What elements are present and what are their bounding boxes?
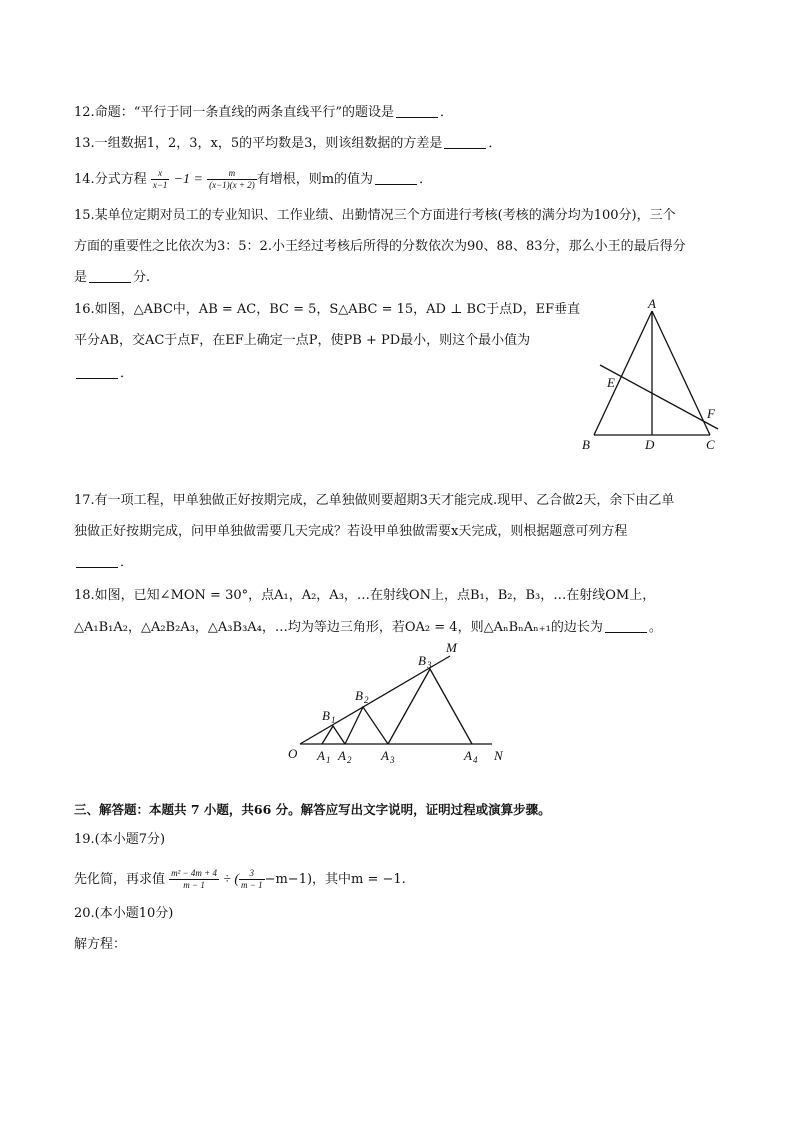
fraction — [207, 168, 257, 191]
answer-blank[interactable] — [396, 103, 438, 118]
question-text: 一组数据1，2，3，x，5的平均数是3，则该组数据的方差是 — [94, 136, 443, 151]
fraction — [151, 168, 170, 191]
question-number: 13. — [74, 136, 95, 151]
question-16-line-2: 平分AB，交AC于点F，在EF上确定一点P，使PB + PD最小，则这个最小值为 — [74, 333, 531, 348]
label-A2: A — [338, 748, 346, 763]
question-text: −m−1)，其中m = −1. — [264, 872, 406, 887]
subscript: 3 — [390, 755, 395, 765]
question-20-text: 解方程： — [74, 937, 127, 952]
fraction-denominator: m − 1 — [241, 880, 263, 890]
question-20-heading: 20.(本小题10分) — [74, 906, 174, 921]
fraction — [239, 868, 265, 891]
question-18-line-1: 18.如图，已知∠MON = 30°，点A₁，A₂，A₃，…在射线ON上，点B₁，B₂，B₃，…在射线OM上， — [74, 588, 656, 603]
label-C: C — [706, 437, 715, 452]
fraction-numerator: m² − 4m + 4 — [171, 868, 217, 878]
label-A4: A — [464, 748, 472, 763]
question-text: 分. — [133, 270, 151, 285]
subscript: 1 — [326, 755, 331, 765]
equation-operator: −1 = — [173, 172, 203, 187]
fraction-numerator: x — [151, 168, 170, 180]
question-text: △A₁B₁A₂，△A₂B₂A₃，△A₃B₃A₄，…均为等边三角形，若OA₂ = 4，则△AₙBₙAₙ₊₁的边长为 — [74, 620, 603, 635]
question-15-line-2: 方面的重要性之比依次为3：5：2.小王经过考核后所得的分数依次为90、88、83分，那么小王的最后得分 — [74, 239, 686, 254]
side-AB — [594, 311, 652, 435]
question-12 — [74, 103, 453, 123]
subscript: 2 — [347, 755, 352, 765]
fraction — [169, 868, 219, 891]
label-M: M — [446, 640, 457, 655]
question-number: 14. — [74, 172, 95, 187]
answer-blank[interactable] — [444, 134, 486, 149]
label-A1: A — [317, 748, 325, 763]
punct: ． — [439, 105, 453, 120]
question-17-line-3 — [74, 553, 133, 573]
question-17-line-2: 独做正好按期完成，问甲单独做需要几天完成？若设甲单独做需要x天完成，则根据题意可列方程 — [74, 524, 628, 539]
operator: ÷ ( — [223, 872, 239, 887]
triangle-2 — [345, 707, 388, 744]
subscript: 4 — [473, 755, 478, 765]
punct: ． — [120, 366, 134, 381]
label-N: N — [494, 748, 503, 763]
equilateral-triangles-figure-q18 — [280, 636, 520, 771]
side-AC — [652, 311, 710, 435]
triangle-figure-q16 — [570, 295, 730, 460]
label-E: E — [607, 375, 615, 390]
question-text: 是 — [74, 270, 88, 285]
answer-blank[interactable] — [76, 553, 118, 568]
question-text: 有增根，则m的值为 — [256, 172, 374, 187]
label-A: A — [648, 296, 656, 311]
question-19-body — [74, 868, 406, 891]
answer-blank[interactable] — [605, 618, 647, 633]
fraction-numerator: m — [207, 168, 257, 180]
answer-blank[interactable] — [89, 268, 131, 283]
subscript: 2 — [364, 695, 369, 705]
question-14 — [74, 168, 432, 191]
answer-blank[interactable] — [76, 364, 118, 379]
question-18-line-2 — [74, 618, 662, 638]
label-O: O — [288, 746, 298, 761]
question-16-line-3 — [74, 364, 133, 384]
punct: ． — [419, 172, 433, 187]
punct: ． — [120, 555, 134, 570]
punct: ． — [488, 136, 502, 151]
fraction-denominator: x−1 — [152, 180, 168, 190]
question-13 — [74, 134, 501, 154]
label-D: D — [645, 437, 655, 452]
answer-blank[interactable] — [375, 170, 417, 185]
fraction-denominator: m − 1 — [183, 880, 205, 890]
label-B2: B — [355, 688, 363, 703]
section-heading: 三、解答题：本题共 7 小题，共66 分。解答应写出文字说明，证明过程或演算步骤。 — [74, 802, 551, 817]
question-text: 先化简，再求值 — [74, 872, 166, 887]
question-19-heading: 19.(本小题7分) — [74, 832, 166, 847]
subscript: 1 — [331, 715, 336, 725]
fraction-numerator: 3 — [239, 868, 265, 880]
question-15-line-3 — [74, 268, 150, 288]
question-16-line-1: 16.如图，△ABC中，AB = AC，BC = 5，S△ABC = 15，AD ⊥ BC于点D，EF垂直 — [74, 302, 581, 317]
label-A3: A — [381, 748, 389, 763]
bisector-EF — [600, 365, 718, 429]
question-15-line-1: 15.某单位定期对员工的专业知识、工作业绩、出勤情况三个方面进行考核(考核的满分均为100分)，三个 — [74, 208, 676, 223]
punct: 。 — [648, 620, 662, 635]
question-text: 分式方程 — [94, 172, 147, 187]
subscript: 3 — [427, 660, 432, 670]
question-17-line-1: 17.有一项工程，甲单独做正好按期完成，乙单独做则要超期3天才能完成.现甲、乙合做2天，余下由乙单 — [74, 493, 675, 508]
label-B: B — [582, 437, 590, 452]
label-B3: B — [418, 653, 426, 668]
label-F: F — [707, 406, 715, 421]
label-B1: B — [322, 708, 330, 723]
question-text: 命题：“平行于同一条直线的两条直线平行”的题设是 — [94, 105, 394, 120]
question-number: 12. — [74, 105, 95, 120]
triangle-3 — [388, 669, 472, 744]
fraction-denominator: (x−1)(x + 2) — [209, 180, 255, 190]
